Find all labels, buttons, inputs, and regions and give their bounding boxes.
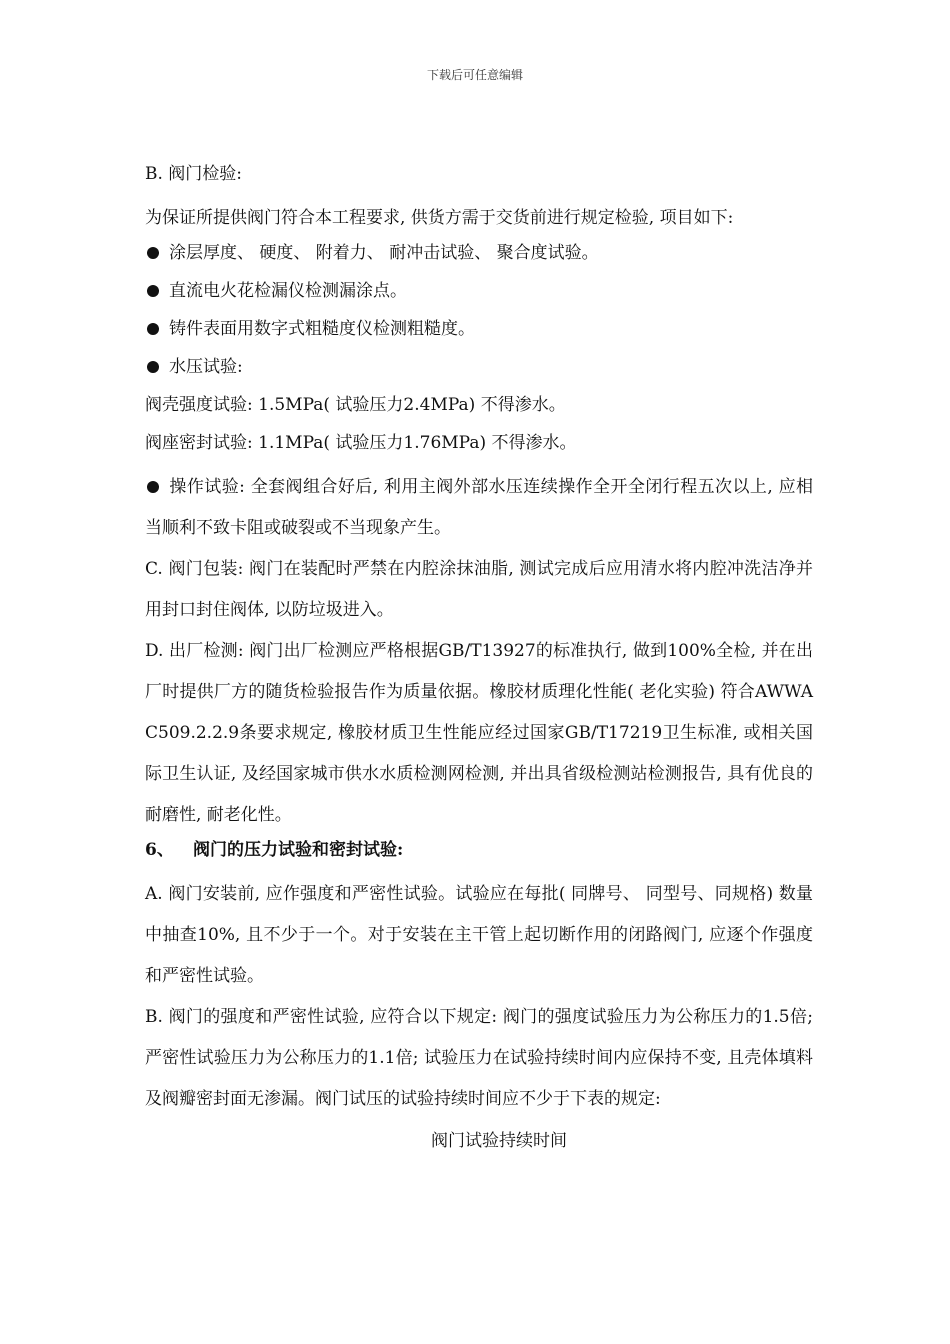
- bullet-icon: [147, 247, 159, 259]
- shell-strength-test: 阀壳强度试验: 1.5MPa( 试验压力2.4MPa) 不得渗水。: [145, 395, 566, 415]
- bullet-icon: [147, 285, 159, 297]
- page-header: 下载后可任意编辑: [426, 68, 523, 82]
- bullet-text: 涂层厚度、 硬度、 附着力、 耐冲击试验、 聚合度试验。: [169, 243, 599, 263]
- section-b-intro: 为保证所提供阀门符合本工程要求, 供货方需于交货前进行规定检验, 项目如下:: [145, 208, 734, 228]
- section-c-packaging: C. 阀门包装: 阀门在装配时严禁在内腔涂抹油脂, 测试完成后应用清水将内腔冲洗洁净并用封口封住阀体, 以防垃圾进入。: [145, 559, 813, 620]
- section-title: 阀门的压力试验和密封试验:: [193, 840, 404, 860]
- bullet-icon: [147, 361, 159, 373]
- operation-test: [145, 467, 813, 549]
- bullet-item: [145, 277, 813, 315]
- section-6-heading: [145, 836, 813, 874]
- section-6-b: B. 阀门的强度和严密性试验, 应符合以下规定: 阀门的强度试验压力为公称压力的1.5倍; 严密性试验压力为公称压力的1.1倍; 试验压力在试验持续时间内应保持不变, 且壳体填料及阀瓣密封面无渗漏。阀门试压的试验持续时间应不少于下表的规定:: [145, 1007, 813, 1109]
- section-number: 6、: [145, 840, 174, 860]
- bullet-text: 直流电火花检漏仪检测漏涂点。: [169, 281, 407, 301]
- operation-test-text: 操作试验: 全套阀组合好后, 利用主阀外部水压连续操作全开全闭行程五次以上, 应相当顺利不致卡阻或破裂或不当现象产生。: [145, 477, 813, 538]
- table-caption: 阀门试验持续时间: [431, 1131, 567, 1151]
- section-d-factory-inspection: D. 出厂检测: 阀门出厂检测应严格根据GB/T13927的标准执行, 做到100%全检, 并在出厂时提供厂方的随货检验报告作为质量依据。橡胶材质理化性能( 老化实验) 符合AWWA C509.2.2.9条要求规定, 橡胶材质卫生性能应经过国家GB/T17219卫生标准, 或相关国际卫生认证, 及经国家城市供水水质检测网检测, 并出具省级检测站检测报告, 具有优良的耐磨性, 耐老化性。: [145, 641, 813, 825]
- section-b-title: B. 阀门检验:: [145, 164, 243, 184]
- bullet-text: 水压试验:: [169, 357, 243, 377]
- bullet-icon: [147, 323, 159, 335]
- bullet-item: [145, 239, 813, 277]
- bullet-item: [145, 353, 813, 391]
- bullet-item: [145, 315, 813, 353]
- bullet-icon: [147, 481, 159, 493]
- section-6-a: A. 阀门安装前, 应作强度和严密性试验。试验应在每批( 同牌号、 同型号、同规格) 数量中抽查10%, 且不少于一个。对于安装在主干管上起切断作用的闭路阀门, 应逐个作强度和严密性试验。: [145, 884, 813, 986]
- document-body: [145, 160, 813, 1151]
- bullet-text: 铸件表面用数字式粗糙度仪检测粗糙度。: [169, 319, 475, 339]
- seat-seal-test: 阀座密封试验: 1.1MPa( 试验压力1.76MPa) 不得渗水。: [145, 433, 577, 453]
